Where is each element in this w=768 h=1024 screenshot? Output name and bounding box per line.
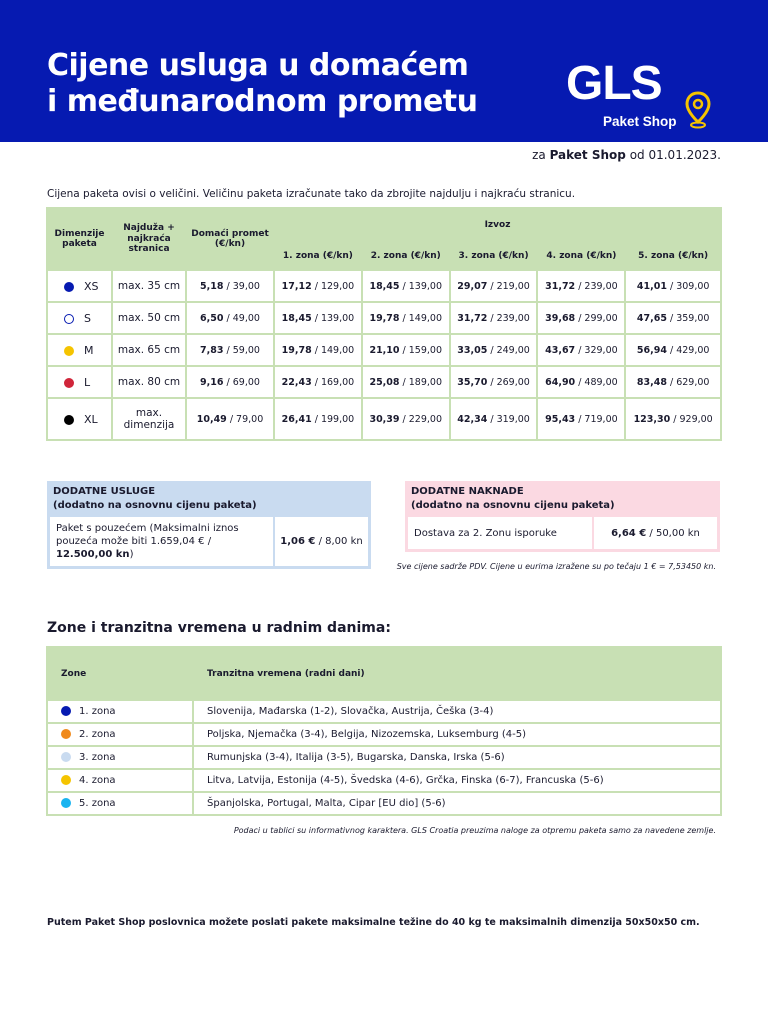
price-cell: 35,70 / 269,00 (451, 367, 537, 397)
zone-note: Podaci u tablici su informativnog karaktera. GLS Croatia preuzima naloge za otpremu paketa samo za navedene zemlje. (233, 826, 716, 835)
intro-text: Cijena paketa ovisi o veličini. Veličinu paketa izračunate tako da zbrojite najdulju i najkraću stranicu. (47, 188, 576, 200)
logo-text: GLS (566, 57, 662, 110)
price-row (48, 399, 720, 439)
size-dot-icon (64, 378, 74, 388)
transit-cell: Slovenija, Mađarska (1-2), Slovačka, Austrija, Češka (3-4) (194, 701, 720, 722)
price-cell: 30,39 / 229,00 (363, 399, 449, 439)
header-export: Izvoz (275, 209, 720, 241)
transit-cell: Španjolska, Portugal, Malta, Cipar [EU dio] (5-6) (194, 793, 720, 814)
zone-cell: 5. zona (48, 793, 192, 814)
header-banner (0, 0, 768, 142)
location-pin-icon (684, 90, 712, 130)
header-length: Najduža + najkraća stranica (113, 209, 185, 269)
title-line-2: i međunarodnom prometu (47, 84, 478, 119)
price-cell: 47,65 / 359,00 (626, 303, 720, 333)
zone-cell: 4. zona (48, 770, 192, 791)
services-subtitle: (dodatno na osnovnu cijenu paketa) (53, 500, 257, 511)
additional-fees-box (405, 481, 720, 552)
fees-row (408, 517, 717, 549)
size-cell: S (48, 303, 111, 333)
fee-description: Dostava za 2. Zonu isporuke (414, 527, 557, 539)
size-dot-icon (64, 282, 74, 292)
price-cell: 18,45 / 139,00 (275, 303, 361, 333)
price-cell: 31,72 / 239,00 (451, 303, 537, 333)
price-cell: 41,01 / 309,00 (626, 271, 720, 301)
gls-logo (566, 57, 716, 134)
price-cell: 42,34 / 319,00 (451, 399, 537, 439)
price-cell: 31,72 / 239,00 (538, 271, 624, 301)
price-cell: 123,30 / 929,00 (626, 399, 720, 439)
zone-cell: 1. zona (48, 701, 192, 722)
price-row (48, 335, 720, 365)
fees-subtitle: (dodatno na osnovnu cijenu paketa) (411, 500, 615, 511)
size-dot-icon (64, 415, 74, 425)
price-cell: 56,94 / 429,00 (626, 335, 720, 365)
price-cell: 21,10 / 159,00 (363, 335, 449, 365)
header-zone: Zone (48, 648, 192, 699)
zone-row (48, 724, 720, 745)
cod-price: 1,06 € / 8,00 kn (273, 517, 368, 566)
zone-cell: 2. zona (48, 724, 192, 745)
price-cell: 33,05 / 249,00 (451, 335, 537, 365)
zone-dot-icon (61, 706, 71, 716)
services-row (50, 517, 368, 566)
zone-row (48, 747, 720, 768)
price-cell: 64,90 / 489,00 (538, 367, 624, 397)
additional-services-box (47, 481, 371, 569)
price-cell: 19,78 / 149,00 (363, 303, 449, 333)
page-title (47, 48, 478, 120)
max-length-cell: max. 50 cm (113, 303, 185, 333)
zone-cell: 3. zona (48, 747, 192, 768)
size-cell: XS (48, 271, 111, 301)
price-row (48, 303, 720, 333)
logo-subtitle: Paket Shop (603, 114, 677, 129)
price-cell: 18,45 / 139,00 (363, 271, 449, 301)
price-row (48, 367, 720, 397)
price-row (48, 271, 720, 301)
price-table (46, 207, 722, 441)
header-zone-3: 3. zona (€/kn) (451, 243, 537, 269)
zone-row (48, 701, 720, 722)
header-domestic: Domaći promet (€/kn) (187, 209, 273, 269)
size-cell: M (48, 335, 111, 365)
max-length-cell: max. 65 cm (113, 335, 185, 365)
footer-text: Putem Paket Shop poslovnica možete poslati pakete maksimalne težine do 40 kg te maksimalnih dimenzija 50x50x50 cm. (47, 917, 700, 928)
transit-cell: Litva, Latvija, Estonija (4-5), Švedska (4-6), Grčka, Finska (6-7), Francuska (5-6) (194, 770, 720, 791)
max-length-cell: max. 35 cm (113, 271, 185, 301)
price-cell: 83,48 / 629,00 (626, 367, 720, 397)
price-cell: 5,18 / 39,00 (187, 271, 273, 301)
title-line-1: Cijene usluga u domaćem (47, 48, 469, 83)
header-zone-5: 5. zona (€/kn) (626, 243, 720, 269)
services-title: DODATNE USLUGE (53, 486, 156, 497)
header-dimensions: Dimenzije paketa (48, 209, 111, 269)
header-transit: Tranzitna vremena (radni dani) (194, 648, 720, 699)
transit-cell: Rumunjska (3-4), Italija (3-5), Bugarska, Danska, Irska (5-6) (194, 747, 720, 768)
vat-note: Sve cijene sadrže PDV. Cijene u eurima izražene su po tečaju 1 € = 7,53450 kn. (396, 562, 716, 571)
cod-description: Paket s pouzećem (Maksimalni iznos pouzeća može biti 1.659,04 € / 12.500,00 kn) (56, 523, 239, 560)
zone-dot-icon (61, 798, 71, 808)
header-zone-4: 4. zona (€/kn) (538, 243, 624, 269)
price-cell: 39,68 / 299,00 (538, 303, 624, 333)
zone-row (48, 793, 720, 814)
size-cell: L (48, 367, 111, 397)
size-dot-icon (64, 314, 74, 324)
max-length-cell: max. 80 cm (113, 367, 185, 397)
fees-title: DODATNE NAKNADE (411, 486, 524, 497)
price-cell: 19,78 / 149,00 (275, 335, 361, 365)
zone-row (48, 770, 720, 791)
zone-table (46, 646, 722, 816)
price-cell: 6,50 / 49,00 (187, 303, 273, 333)
validity-date: za Paket Shop od 01.01.2023. (532, 148, 721, 162)
max-length-cell: max. dimenzija (113, 399, 185, 439)
price-cell: 43,67 / 329,00 (538, 335, 624, 365)
size-cell: XL (48, 399, 111, 439)
price-cell: 7,83 / 59,00 (187, 335, 273, 365)
size-dot-icon (64, 346, 74, 356)
zone-dot-icon (61, 729, 71, 739)
price-cell: 26,41 / 199,00 (275, 399, 361, 439)
transit-cell: Poljska, Njemačka (3-4), Belgija, Nizozemska, Luksemburg (4-5) (194, 724, 720, 745)
price-cell: 9,16 / 69,00 (187, 367, 273, 397)
price-cell: 10,49 / 79,00 (187, 399, 273, 439)
header-zone-2: 2. zona (€/kn) (363, 243, 449, 269)
zone-dot-icon (61, 752, 71, 762)
price-cell: 17,12 / 129,00 (275, 271, 361, 301)
price-cell: 25,08 / 189,00 (363, 367, 449, 397)
zone-dot-icon (61, 775, 71, 785)
price-cell: 95,43 / 719,00 (538, 399, 624, 439)
fee-price: 6,64 € / 50,00 kn (592, 517, 717, 549)
price-cell: 29,07 / 219,00 (451, 271, 537, 301)
header-zone-1: 1. zona (€/kn) (275, 243, 361, 269)
zones-title: Zone i tranzitna vremena u radnim danima: (47, 620, 391, 636)
price-cell: 22,43 / 169,00 (275, 367, 361, 397)
